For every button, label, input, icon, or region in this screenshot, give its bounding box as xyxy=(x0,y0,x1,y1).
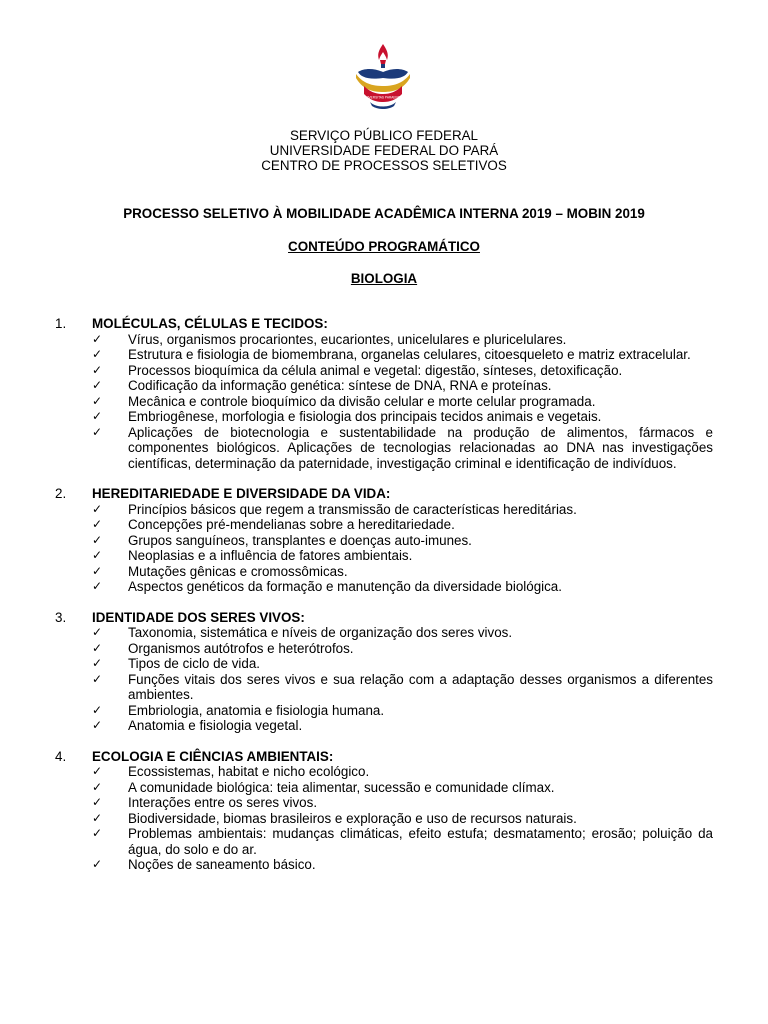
list-item xyxy=(0,672,768,703)
checkmark-icon: ✓ xyxy=(92,548,103,562)
list-item xyxy=(0,425,768,472)
section-items xyxy=(0,502,768,595)
list-item-text: Embriogênese, morfologia e fisiologia dos principais tecidos animais e vegetais. xyxy=(128,409,602,424)
list-item xyxy=(0,780,768,796)
checkmark-icon: ✓ xyxy=(92,779,103,794)
section-heading xyxy=(0,749,768,765)
list-item-text: Concepções pré-mendelianas sobre a hereditariedade. xyxy=(128,517,455,532)
checkmark-icon: ✓ xyxy=(92,640,103,655)
list-item-text: Codificação da informação genética: síntese de DNA, RNA e proteínas. xyxy=(128,378,552,393)
section-number: 2. xyxy=(55,486,67,501)
list-item xyxy=(0,641,768,657)
header-institution xyxy=(0,128,768,173)
checkmark-icon: ✓ xyxy=(92,656,103,670)
list-item xyxy=(0,579,768,595)
checkmark-icon: ✓ xyxy=(92,718,103,732)
header-line-3: CENTRO DE PROCESSOS SELETIVOS xyxy=(261,158,507,173)
checkmark-icon: ✓ xyxy=(92,625,103,639)
list-item xyxy=(0,502,768,518)
list-item-text: Taxonomia, sistemática e níveis de organização dos seres vivos. xyxy=(128,625,513,640)
list-item xyxy=(0,363,768,379)
checkmark-icon: ✓ xyxy=(92,810,103,825)
section-number: 3. xyxy=(55,609,67,625)
list-item-text: Tipos de ciclo de vida. xyxy=(128,656,260,671)
section-title: ECOLOGIA E CIÊNCIAS AMBIENTAIS: xyxy=(92,748,334,764)
subject-heading: BIOLOGIA xyxy=(350,271,418,286)
list-item-text: Estrutura e fisiologia de biomembrana, organelas celulares, citoesqueleto e matriz extracelular. xyxy=(128,347,691,362)
section-heading xyxy=(0,316,768,332)
checkmark-icon: ✓ xyxy=(92,764,103,778)
list-item-text: Noções de saneamento básico. xyxy=(128,857,316,872)
list-item-text: Problemas ambientais: mudanças climáticas, efeito estufa; desmatamento; erosão; poluição da água, do solo e do ar. xyxy=(128,826,713,857)
checkmark-icon: ✓ xyxy=(92,393,103,408)
list-item xyxy=(0,656,768,672)
list-item-text: Vírus, organismos procariontes, eucariontes, unicelulares e pluricelulares. xyxy=(128,331,567,347)
list-item-text: Processos bioquímica da célula animal e vegetal: digestão, sínteses, detoxificação. xyxy=(128,362,623,378)
section-items xyxy=(0,332,768,472)
checkmark-icon: ✓ xyxy=(92,378,103,392)
checkmark-icon: ✓ xyxy=(92,579,103,593)
section-2 xyxy=(0,486,768,595)
list-item xyxy=(0,332,768,348)
list-item xyxy=(0,826,768,857)
list-item-text: Anatomia e fisiologia vegetal. xyxy=(128,718,303,733)
checkmark-icon: ✓ xyxy=(92,795,103,809)
header-line-2: UNIVERSIDADE FEDERAL DO PARÁ xyxy=(269,143,499,158)
section-title: IDENTIDADE DOS SERES VIVOS: xyxy=(92,609,305,625)
section-heading xyxy=(0,610,768,626)
list-item-text: Princípios básicos que regem a transmissão de características hereditárias. xyxy=(128,501,577,517)
section-title: MOLÉCULAS, CÉLULAS E TECIDOS: xyxy=(92,316,328,331)
checkmark-icon: ✓ xyxy=(92,424,103,439)
header-line-1: SERVIÇO PÚBLICO FEDERAL xyxy=(289,128,479,143)
section-number: 4. xyxy=(55,748,67,764)
list-item-text: Mutações gênicas e cromossômicas. xyxy=(128,563,348,579)
section-items xyxy=(0,625,768,734)
checkmark-icon: ✓ xyxy=(92,563,103,578)
list-item xyxy=(0,378,768,394)
list-item xyxy=(0,718,768,734)
checkmark-icon: ✓ xyxy=(92,671,103,686)
list-item xyxy=(0,625,768,641)
list-item-text: Aplicações de biotecnologia e sustentabilidade na produção de alimentos, fármacos e componentes biológicos. Aplicações de tecnologias relacionadas ao DNA nas investigações científicas, determinação da paternidade, investigação criminal e identificação de indivíduos. xyxy=(128,424,713,471)
checkmark-icon: ✓ xyxy=(92,517,103,531)
section-items xyxy=(0,764,768,873)
list-item xyxy=(0,548,768,564)
list-item-text: Grupos sanguíneos, transplantes e doenças auto-imunes. xyxy=(128,532,472,548)
section-3 xyxy=(0,610,768,734)
checkmark-icon: ✓ xyxy=(92,409,103,423)
section-1 xyxy=(0,316,768,471)
list-item xyxy=(0,409,768,425)
checkmark-icon: ✓ xyxy=(92,501,103,516)
list-item xyxy=(0,517,768,533)
checkmark-icon: ✓ xyxy=(92,857,103,871)
section-title: HEREDITARIEDADE E DIVERSIDADE DA VIDA: xyxy=(92,486,391,501)
list-item xyxy=(0,533,768,549)
checkmark-icon: ✓ xyxy=(92,331,103,346)
list-item-text: A comunidade biológica: teia alimentar, sucessão e comunidade clímax. xyxy=(128,779,555,795)
list-item xyxy=(0,857,768,873)
list-item xyxy=(0,811,768,827)
list-item-text: Aspectos genéticos da formação e manutenção da diversidade biológica. xyxy=(128,579,562,594)
list-item-text: Mecânica e controle bioquímico da divisão celular e morte celular programada. xyxy=(128,393,596,409)
section-number: 1. xyxy=(55,316,67,331)
list-item-text: Ecossistemas, habitat e nicho ecológico. xyxy=(128,764,370,779)
checkmark-icon: ✓ xyxy=(92,362,103,377)
svg-text:UNIVERSITAS PARAENSIS: UNIVERSITAS PARAENSIS xyxy=(363,95,403,100)
list-item-text: Embriologia, anatomia e fisiologia humana. xyxy=(128,702,385,718)
section-heading xyxy=(0,486,768,502)
checkmark-icon: ✓ xyxy=(92,826,103,840)
list-item xyxy=(0,347,768,363)
university-logo xyxy=(350,42,416,112)
checkmark-icon: ✓ xyxy=(92,702,103,717)
list-item-text: Interações entre os seres vivos. xyxy=(128,795,318,810)
document-title: PROCESSO SELETIVO À MOBILIDADE ACADÊMICA INTERNA 2019 – MOBIN 2019 xyxy=(123,206,645,221)
list-item xyxy=(0,394,768,410)
document-subtitle: CONTEÚDO PROGRAMÁTICO xyxy=(288,239,480,254)
list-item-text: Biodiversidade, biomas brasileiros e exploração e uso de recursos naturais. xyxy=(128,810,577,826)
list-item-text: Funções vitais dos seres vivos e sua relação com a adaptação desses organismos a diferentes ambientes. xyxy=(128,671,713,702)
list-item-text: Organismos autótrofos e heterótrofos. xyxy=(128,640,354,656)
list-item xyxy=(0,764,768,780)
checkmark-icon: ✓ xyxy=(92,347,103,361)
section-4 xyxy=(0,749,768,873)
list-item-text: Neoplasias e a influência de fatores ambientais. xyxy=(128,548,413,563)
checkmark-icon: ✓ xyxy=(92,532,103,547)
list-item xyxy=(0,703,768,719)
list-item xyxy=(0,564,768,580)
list-item xyxy=(0,795,768,811)
sections-container xyxy=(0,316,768,888)
